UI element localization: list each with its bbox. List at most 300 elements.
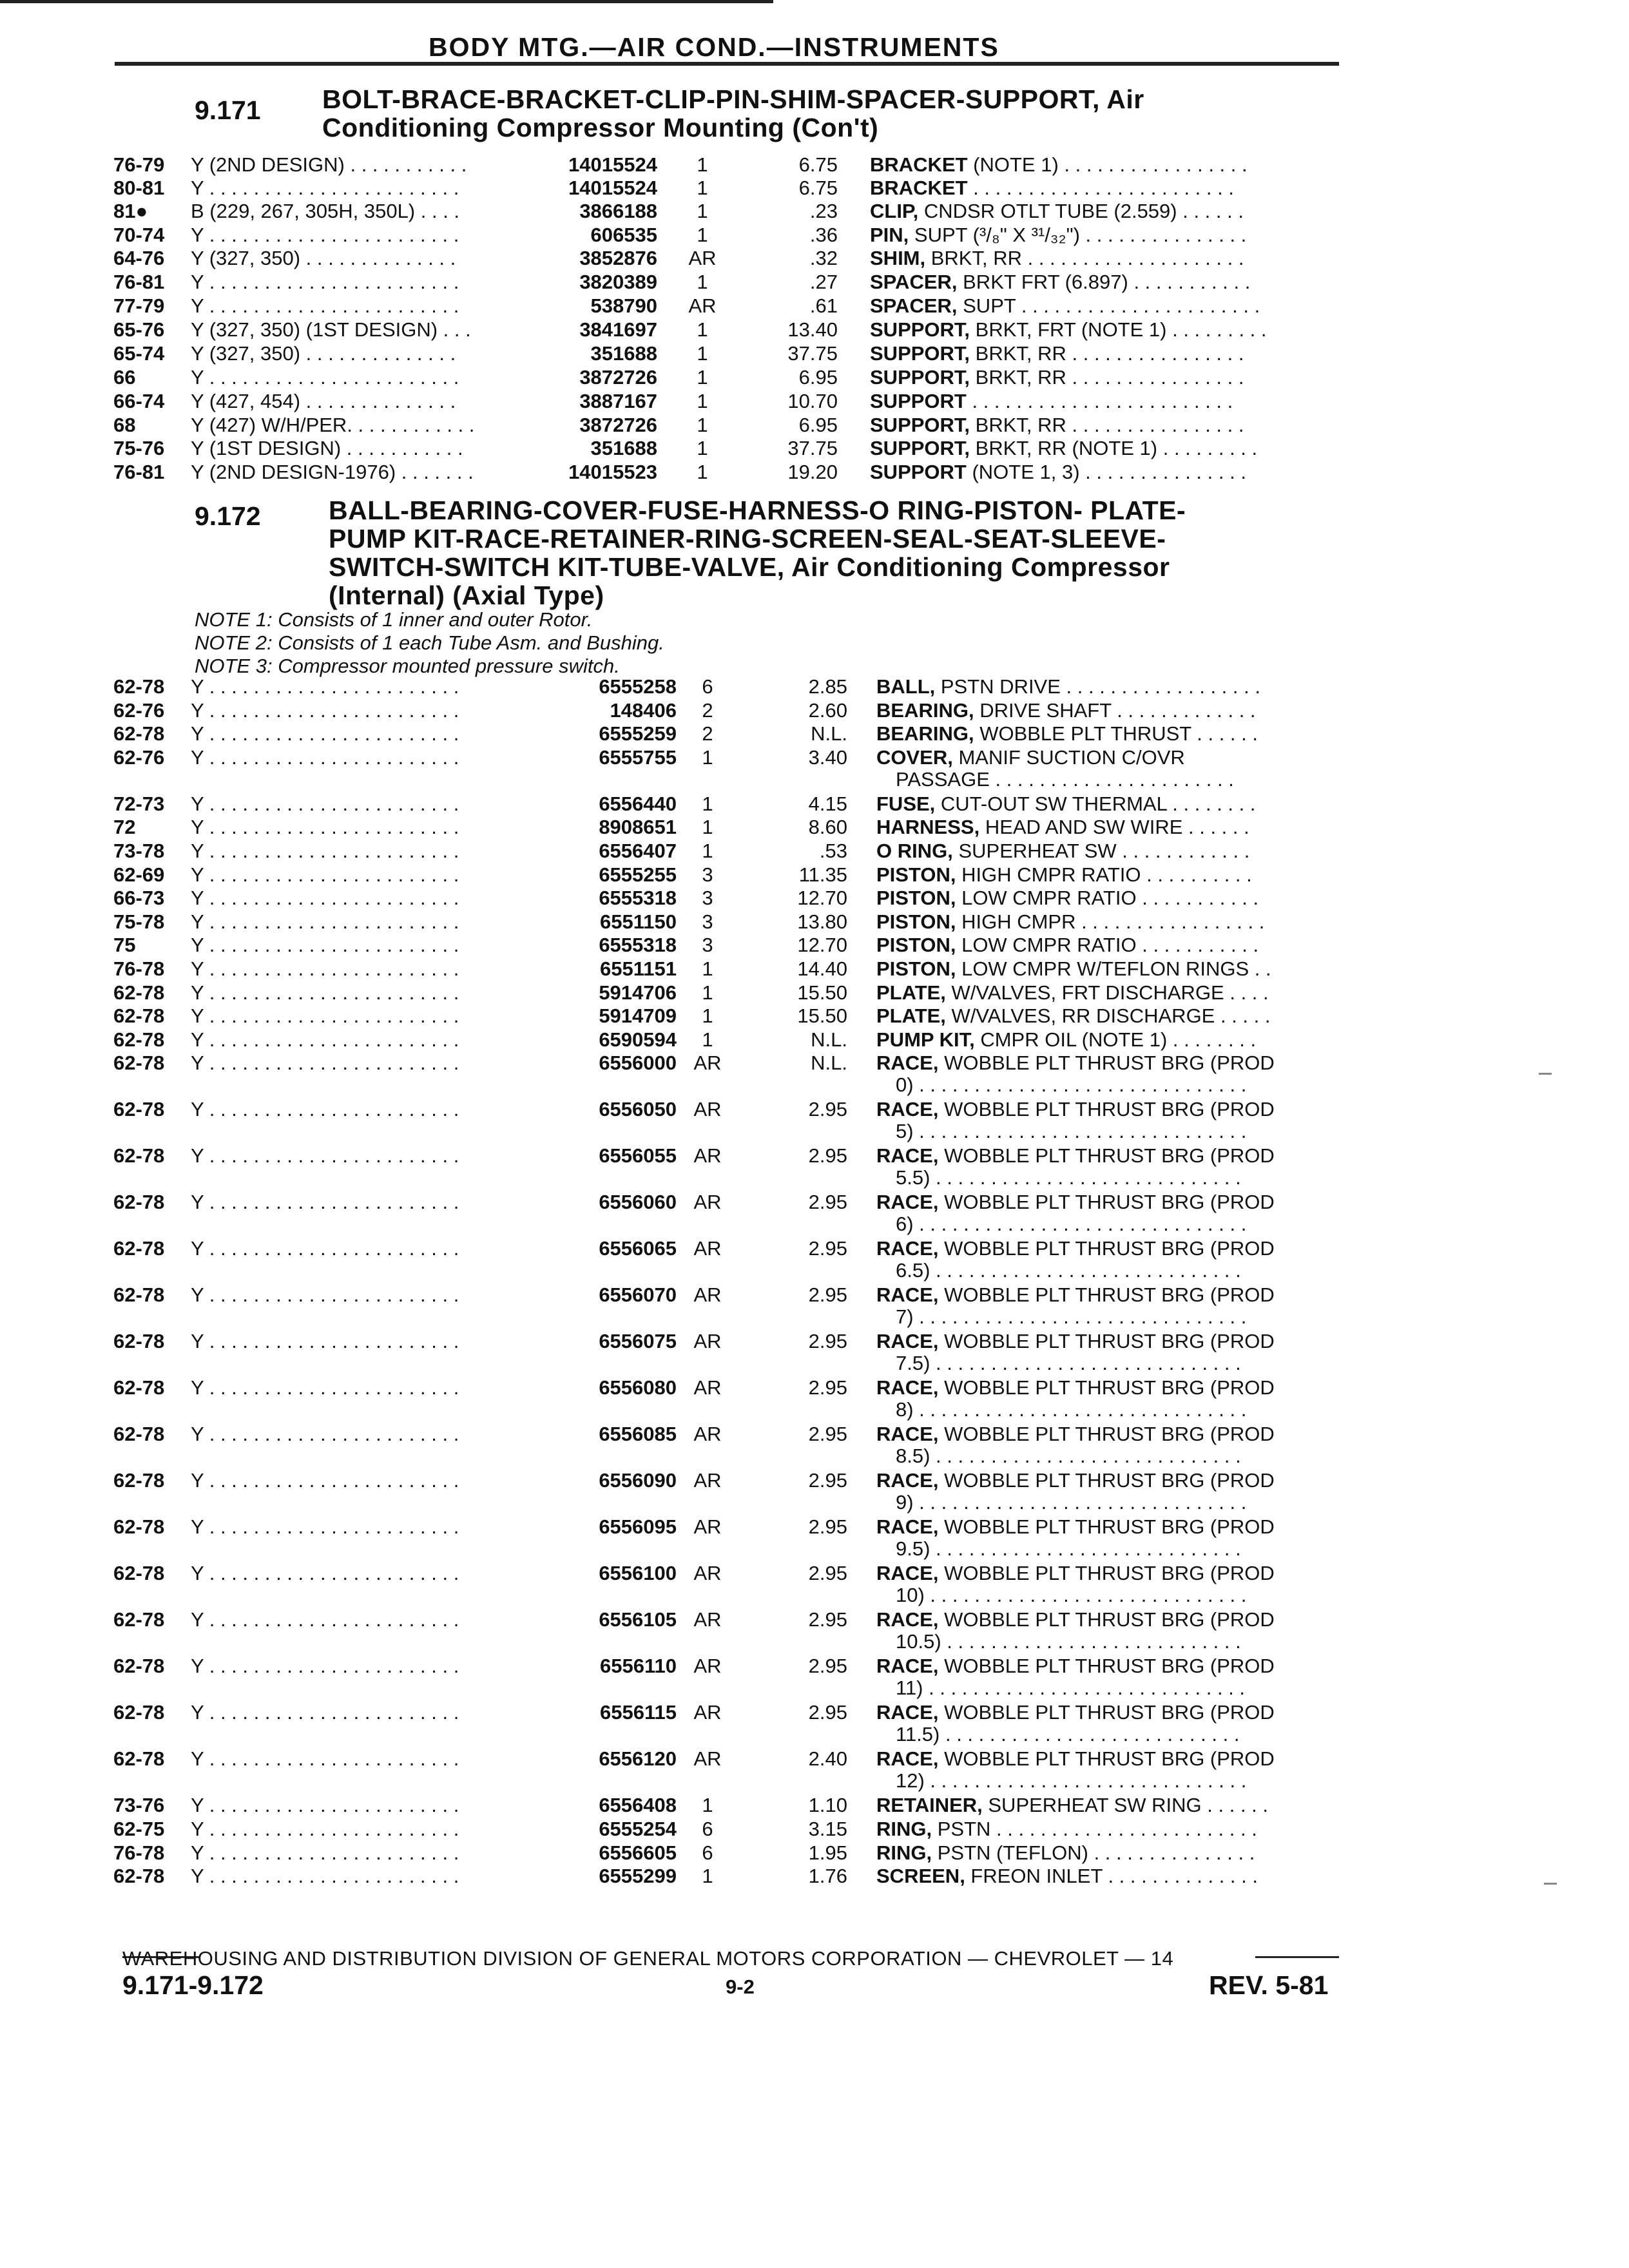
- description-continuation: 6.5) . . . . . . . . . . . . . . . . . . . . . . . . . . . .: [896, 1259, 1241, 1282]
- description-detail: BRKT, RR . . . . . . . . . . . . . . . .: [970, 414, 1244, 436]
- description-detail: WOBBLE PLT THRUST BRG (PROD: [938, 1191, 1275, 1214]
- model-years: 62-78: [113, 1608, 165, 1631]
- description: [870, 294, 1347, 318]
- section-title-line: (Internal) (Axial Type): [329, 581, 604, 610]
- application-code: Y . . . . . . . . . . . . . . . . . . . . . . .: [191, 840, 459, 862]
- part-number: 6556440: [599, 792, 677, 815]
- description-keyword: RETAINER,: [876, 1794, 983, 1817]
- application-code: Y . . . . . . . . . . . . . . . . . . . . . . .: [191, 1191, 459, 1214]
- part-number: 3866188: [579, 200, 657, 222]
- quantity: 6: [702, 1841, 713, 1864]
- model-years: 64-76: [113, 247, 165, 269]
- model-years: 72-73: [113, 792, 165, 815]
- quantity: 1: [702, 1028, 713, 1051]
- price: 2.95: [808, 1469, 847, 1492]
- table-row: [0, 675, 1629, 701]
- description-detail: WOBBLE PLT THRUST BRG (PROD: [938, 1469, 1275, 1492]
- quantity: 1: [697, 271, 708, 293]
- quantity: AR: [693, 1562, 722, 1585]
- table-row-continuation: [0, 1352, 1629, 1378]
- description: [876, 1376, 1353, 1399]
- application-code: Y . . . . . . . . . . . . . . . . . . . . . . .: [191, 1028, 459, 1051]
- quantity: 3: [702, 934, 713, 957]
- application-code: Y . . . . . . . . . . . . . . . . . . . . . . .: [191, 1052, 459, 1075]
- description-continuation: 5.5) . . . . . . . . . . . . . . . . . . . . . . . . . . . .: [896, 1166, 1241, 1189]
- application-code: Y . . . . . . . . . . . . . . . . . . . . . . .: [191, 1237, 459, 1260]
- part-number: 6556115: [600, 1701, 677, 1724]
- top-edge-mark: [0, 0, 773, 3]
- description: [876, 1191, 1353, 1214]
- application-code: Y . . . . . . . . . . . . . . . . . . . . . . .: [191, 271, 459, 293]
- model-years: 62-69: [113, 863, 165, 886]
- part-number: 351688: [590, 437, 657, 459]
- model-years: 62-78: [113, 1423, 165, 1446]
- quantity: AR: [693, 1330, 722, 1353]
- part-number: 6556060: [599, 1191, 677, 1214]
- application-code: Y . . . . . . . . . . . . . . . . . . . . . . .: [191, 1818, 459, 1840]
- price: 2.60: [808, 698, 847, 722]
- description-keyword: SHIM,: [870, 247, 926, 269]
- note: NOTE 1: Consists of 1 inner and outer Rotor.: [195, 608, 593, 631]
- description-keyword: PISTON,: [876, 910, 956, 933]
- description-keyword: HARNESS,: [876, 816, 980, 839]
- description-detail: PSTN DRIVE . . . . . . . . . . . . . . . . . .: [935, 675, 1260, 698]
- description-keyword: RACE,: [876, 1052, 939, 1075]
- quantity: AR: [693, 1098, 722, 1121]
- price: 3.15: [808, 1818, 847, 1840]
- application-code: Y . . . . . . . . . . . . . . . . . . . . . . .: [191, 1283, 459, 1307]
- description-detail: BRKT FRT (6.897) . . . . . . . . . . .: [957, 271, 1251, 293]
- description-continuation: 11) . . . . . . . . . . . . . . . . . . . . . . . . . . . . .: [896, 1677, 1246, 1700]
- part-number: 538790: [590, 294, 657, 317]
- description: [876, 1865, 1353, 1888]
- description-keyword: SUPPORT,: [870, 366, 970, 389]
- model-years: 62-76: [113, 698, 165, 722]
- model-years: 81●: [113, 200, 148, 222]
- description-detail: PSTN . . . . . . . . . . . . . . . . . . . . . . . .: [932, 1818, 1257, 1840]
- part-number: 6555318: [599, 934, 677, 957]
- quantity: 1: [702, 1865, 713, 1888]
- application-code: Y . . . . . . . . . . . . . . . . . . . . . . .: [191, 863, 459, 886]
- model-years: 68: [113, 414, 136, 436]
- description-keyword: RACE,: [876, 1423, 939, 1446]
- table-row-continuation: [0, 1584, 1629, 1610]
- application-code: Y . . . . . . . . . . . . . . . . . . . . . . .: [191, 294, 459, 317]
- description-continuation: PASSAGE . . . . . . . . . . . . . . . . . . . . . .: [896, 767, 1234, 791]
- description-detail: CUT-OUT SW THERMAL . . . . . . . .: [935, 792, 1256, 815]
- model-years: 75-78: [113, 910, 165, 933]
- description: [870, 153, 1347, 177]
- table-row: [0, 247, 1629, 273]
- price: .53: [819, 840, 847, 862]
- price: 6.75: [798, 177, 838, 199]
- quantity: AR: [693, 1144, 722, 1168]
- price: 1.76: [808, 1865, 847, 1888]
- part-number: 3841697: [579, 318, 657, 341]
- table-row-continuation: [0, 1491, 1629, 1517]
- model-years: 62-78: [113, 1004, 165, 1028]
- price: 2.40: [808, 1747, 847, 1771]
- price: 1.10: [808, 1794, 847, 1817]
- part-number: 6556120: [599, 1747, 677, 1771]
- part-number: 6556110: [600, 1655, 677, 1678]
- price: .27: [809, 271, 838, 293]
- model-years: 62-78: [113, 722, 165, 745]
- price: 2.95: [808, 1283, 847, 1307]
- application-code: Y . . . . . . . . . . . . . . . . . . . . . . .: [191, 1144, 459, 1168]
- description-detail: BRKT, RR . . . . . . . . . . . . . . . . . . . .: [925, 247, 1244, 269]
- part-number: 6556408: [599, 1794, 677, 1817]
- model-years: 62-78: [113, 1283, 165, 1307]
- description-keyword: RACE,: [876, 1376, 939, 1399]
- table-row: [0, 722, 1629, 748]
- description: [876, 957, 1353, 981]
- quantity: AR: [693, 1701, 722, 1724]
- description-keyword: RACE,: [876, 1701, 939, 1724]
- model-years: 75-76: [113, 437, 165, 459]
- table-row: [0, 200, 1629, 226]
- model-years: 62-78: [113, 1237, 165, 1260]
- description-continuation: 12) . . . . . . . . . . . . . . . . . . . . . . . . . . . . .: [896, 1769, 1247, 1792]
- model-years: 62-78: [113, 1701, 165, 1724]
- application-code: Y . . . . . . . . . . . . . . . . . . . . . . .: [191, 1562, 459, 1585]
- table-row-continuation: [0, 1398, 1629, 1424]
- description: [870, 390, 1347, 413]
- description: [876, 1330, 1353, 1353]
- description-keyword: RACE,: [876, 1098, 939, 1121]
- model-years: 62-78: [113, 1028, 165, 1051]
- quantity: AR: [693, 1283, 722, 1307]
- description-detail: DRIVE SHAFT . . . . . . . . . . . . .: [974, 698, 1256, 722]
- description-keyword: PUMP KIT,: [876, 1028, 975, 1051]
- part-number: 6555755: [599, 745, 677, 769]
- description-detail: SUPT (³/₈" X ³¹/₃₂") . . . . . . . . . . . . . . .: [909, 224, 1247, 246]
- description: [876, 1818, 1353, 1841]
- table-row: [0, 816, 1629, 841]
- application-code: Y . . . . . . . . . . . . . . . . . . . . . . .: [191, 1330, 459, 1353]
- part-number: 6556407: [599, 840, 677, 862]
- application-code: Y (1ST DESIGN) . . . . . . . . . . .: [191, 437, 463, 459]
- quantity: 1: [697, 342, 708, 365]
- description: [876, 840, 1353, 863]
- price: N.L.: [811, 1028, 847, 1051]
- application-code: Y . . . . . . . . . . . . . . . . . . . . . . .: [191, 1841, 459, 1864]
- model-years: 76-81: [113, 461, 165, 483]
- part-number: 3820389: [579, 271, 657, 293]
- section-title-line: BOLT-BRACE-BRACKET-CLIP-PIN-SHIM-SPACER-SUPPORT, Air: [322, 84, 1144, 114]
- price: 12.70: [797, 934, 847, 957]
- price: 15.50: [797, 981, 847, 1004]
- description: [870, 224, 1347, 247]
- part-number: 6556605: [599, 1841, 677, 1864]
- quantity: 1: [697, 200, 708, 222]
- application-code: Y . . . . . . . . . . . . . . . . . . . . . . .: [191, 1655, 459, 1678]
- price: 37.75: [787, 342, 838, 365]
- footer-revision: REV. 5-81: [1209, 1970, 1329, 2000]
- description-detail: WOBBLE PLT THRUST BRG (PROD: [938, 1608, 1275, 1631]
- quantity: AR: [693, 1747, 722, 1771]
- description-keyword: RACE,: [876, 1237, 939, 1260]
- part-number: 6555299: [599, 1865, 677, 1888]
- description-detail: BRKT, RR (NOTE 1) . . . . . . . . .: [970, 437, 1258, 459]
- part-number: 6556050: [599, 1098, 677, 1121]
- quantity: AR: [693, 1515, 722, 1539]
- description-detail: WOBBLE PLT THRUST BRG (PROD: [938, 1655, 1275, 1678]
- model-years: 62-78: [113, 981, 165, 1004]
- margin-tick: [1544, 1883, 1557, 1885]
- quantity: 1: [702, 1004, 713, 1028]
- price: 14.40: [797, 957, 847, 980]
- application-code: B (229, 267, 305H, 350L) . . . .: [191, 200, 460, 222]
- model-years: 62-76: [113, 745, 165, 769]
- notes: [195, 608, 664, 678]
- description-detail: SUPERHEAT SW RING . . . . . .: [982, 1794, 1269, 1817]
- price: 19.20: [787, 461, 838, 483]
- description-keyword: PLATE,: [876, 981, 946, 1004]
- application-code: Y . . . . . . . . . . . . . . . . . . . . . . .: [191, 981, 459, 1004]
- description: [870, 271, 1347, 294]
- margin-tick: [1539, 1073, 1552, 1075]
- footer-rule-right: [1255, 1956, 1339, 1958]
- model-years: 62-78: [113, 1515, 165, 1539]
- price: 6.95: [798, 414, 838, 436]
- quantity: 1: [697, 366, 708, 389]
- model-years: 62-78: [113, 1376, 165, 1399]
- description: [876, 722, 1353, 745]
- price: .36: [809, 224, 838, 246]
- model-years: 62-78: [113, 1865, 165, 1888]
- description-keyword: SCREEN,: [876, 1865, 965, 1888]
- table-row: [0, 294, 1629, 320]
- model-years: 62-78: [113, 1144, 165, 1168]
- description-keyword: RING,: [876, 1818, 932, 1840]
- description: [876, 675, 1353, 698]
- table-row: [0, 957, 1629, 983]
- price: 2.95: [808, 1701, 847, 1724]
- table-row-continuation: [0, 1259, 1629, 1285]
- part-number: 6551150: [600, 910, 677, 933]
- section-title: [322, 85, 1144, 142]
- description-continuation: 11.5) . . . . . . . . . . . . . . . . . . . . . . . . . . .: [896, 1723, 1240, 1746]
- quantity: 1: [702, 1794, 713, 1817]
- description-keyword: RACE,: [876, 1515, 939, 1539]
- price: 2.95: [808, 1144, 847, 1168]
- description-detail: WOBBLE PLT THRUST BRG (PROD: [938, 1515, 1275, 1539]
- price: 4.15: [808, 792, 847, 815]
- description: [876, 1608, 1353, 1631]
- model-years: 70-74: [113, 224, 165, 246]
- description: [876, 746, 1353, 769]
- quantity: 1: [697, 177, 708, 199]
- description-detail: WOBBLE PLT THRUST BRG (PROD: [938, 1423, 1275, 1446]
- description-continuation: 10) . . . . . . . . . . . . . . . . . . . . . . . . . . . . .: [896, 1584, 1247, 1607]
- table-row-continuation: [0, 768, 1629, 794]
- description: [876, 934, 1353, 957]
- application-code: Y . . . . . . . . . . . . . . . . . . . . . . .: [191, 698, 459, 722]
- price: 2.95: [808, 1423, 847, 1446]
- table-row: [0, 153, 1629, 179]
- part-number: 6551151: [600, 957, 677, 980]
- description-detail: . . . . . . . . . . . . . . . . . . . . . . . .: [967, 177, 1234, 199]
- description-detail: LOW CMPR W/TEFLON RINGS . .: [956, 957, 1271, 980]
- part-number: 8908651: [599, 816, 677, 839]
- description-keyword: COVER,: [876, 745, 953, 769]
- price: 15.50: [797, 1004, 847, 1028]
- quantity: AR: [688, 294, 717, 317]
- part-number: 6556105: [599, 1608, 677, 1631]
- description-detail: BRKT, RR . . . . . . . . . . . . . . . .: [970, 366, 1244, 389]
- price: 1.95: [808, 1841, 847, 1864]
- description: [870, 200, 1347, 223]
- price: 12.70: [797, 887, 847, 910]
- application-code: Y . . . . . . . . . . . . . . . . . . . . . . .: [191, 1515, 459, 1539]
- description-detail: WOBBLE PLT THRUST BRG (PROD: [938, 1052, 1275, 1075]
- price: 2.95: [808, 1330, 847, 1353]
- quantity: 1: [702, 792, 713, 815]
- price: .32: [809, 247, 838, 269]
- description: [876, 1004, 1353, 1028]
- part-number: 6555318: [599, 887, 677, 910]
- table-row-continuation: [0, 1120, 1629, 1146]
- description-continuation: 10.5) . . . . . . . . . . . . . . . . . . . . . . . . . . .: [896, 1630, 1241, 1653]
- description-keyword: PLATE,: [876, 1004, 946, 1028]
- description: [876, 1794, 1353, 1817]
- description: [876, 1098, 1353, 1121]
- part-number: 6556075: [599, 1330, 677, 1353]
- model-years: 62-78: [113, 1747, 165, 1771]
- description-keyword: RACE,: [876, 1655, 939, 1678]
- part-number: 3872726: [579, 366, 657, 389]
- table-row-continuation: [0, 1213, 1629, 1238]
- description: [870, 342, 1347, 365]
- description-keyword: PISTON,: [876, 863, 956, 886]
- part-number: 14015523: [568, 461, 657, 483]
- price: 37.75: [787, 437, 838, 459]
- application-code: Y (427, 454) . . . . . . . . . . . . . .: [191, 390, 456, 412]
- quantity: 1: [697, 437, 708, 459]
- quantity: AR: [688, 247, 717, 269]
- description-detail: WOBBLE PLT THRUST BRG (PROD: [938, 1237, 1275, 1260]
- part-number: 3872726: [579, 414, 657, 436]
- quantity: AR: [693, 1237, 722, 1260]
- application-code: Y (327, 350) . . . . . . . . . . . . . .: [191, 342, 456, 365]
- table-row-continuation: [0, 1769, 1629, 1795]
- model-years: 73-76: [113, 1794, 165, 1817]
- application-code: Y . . . . . . . . . . . . . . . . . . . . . . .: [191, 1469, 459, 1492]
- description-keyword: BRACKET: [870, 153, 968, 176]
- application-code: Y . . . . . . . . . . . . . . . . . . . . . . .: [191, 745, 459, 769]
- description: [876, 1701, 1353, 1724]
- application-code: Y (2ND DESIGN-1976) . . . . . . .: [191, 461, 474, 483]
- description: [870, 414, 1347, 437]
- description-keyword: RACE,: [876, 1562, 939, 1585]
- description-detail: LOW CMPR RATIO . . . . . . . . . . .: [956, 887, 1259, 910]
- description-keyword: RACE,: [876, 1330, 939, 1353]
- description-continuation: 8.5) . . . . . . . . . . . . . . . . . . . . . . . . . . . .: [896, 1445, 1241, 1468]
- application-code: Y (427) W/H/PER. . . . . . . . . . . .: [191, 414, 475, 436]
- table-row: [0, 1818, 1629, 1843]
- table-row: [0, 910, 1629, 936]
- table-row-continuation: [0, 1305, 1629, 1331]
- description: [876, 1515, 1353, 1539]
- description: [876, 887, 1353, 910]
- table-row: [0, 437, 1629, 463]
- model-years: 75: [113, 934, 136, 957]
- price: 2.95: [808, 1608, 847, 1631]
- application-code: Y . . . . . . . . . . . . . . . . . . . . . . .: [191, 366, 459, 389]
- description: [876, 1562, 1353, 1585]
- description-detail: WOBBLE PLT THRUST BRG (PROD: [938, 1098, 1275, 1121]
- table-row: [0, 461, 1629, 486]
- description-detail: WOBBLE PLT THRUST BRG (PROD: [938, 1747, 1275, 1771]
- description-continuation: 7.5) . . . . . . . . . . . . . . . . . . . . . . . . . . . .: [896, 1352, 1241, 1375]
- quantity: 1: [702, 816, 713, 839]
- description-detail: W/VALVES, RR DISCHARGE . . . . .: [945, 1004, 1271, 1028]
- description-detail: WOBBLE PLT THRUST BRG (PROD: [938, 1283, 1275, 1307]
- description-keyword: SPACER,: [870, 271, 958, 293]
- table-row: [0, 793, 1629, 818]
- table-row: [0, 1028, 1629, 1054]
- application-code: Y . . . . . . . . . . . . . . . . . . . . . . .: [191, 675, 459, 698]
- model-years: 62-78: [113, 1098, 165, 1121]
- description: [870, 247, 1347, 270]
- model-years: 62-78: [113, 1562, 165, 1585]
- description: [876, 1144, 1353, 1168]
- table-row-continuation: [0, 1723, 1629, 1749]
- description: [876, 816, 1353, 839]
- note: NOTE 2: Consists of 1 each Tube Asm. and Bushing.: [195, 631, 664, 654]
- table-row: [0, 887, 1629, 912]
- table-row: [0, 414, 1629, 439]
- description-keyword: RACE,: [876, 1144, 939, 1168]
- description-detail: LOW CMPR RATIO . . . . . . . . . . .: [956, 934, 1259, 957]
- footer-section-range: 9.171-9.172: [122, 1970, 264, 2000]
- table-row-continuation: [0, 1630, 1629, 1656]
- part-number: 6590594: [599, 1028, 677, 1051]
- application-code: Y . . . . . . . . . . . . . . . . . . . . . . .: [191, 1701, 459, 1724]
- quantity: 1: [697, 461, 708, 483]
- part-number: 14015524: [568, 153, 657, 176]
- description: [876, 1052, 1353, 1075]
- part-number: 3887167: [579, 390, 657, 412]
- application-code: Y . . . . . . . . . . . . . . . . . . . . . . .: [191, 1376, 459, 1399]
- model-years: 62-78: [113, 1052, 165, 1075]
- model-years: 65-76: [113, 318, 165, 341]
- description-detail: HEAD AND SW WIRE . . . . . .: [979, 816, 1249, 839]
- quantity: AR: [693, 1655, 722, 1678]
- description: [870, 318, 1347, 341]
- quantity: 2: [702, 722, 713, 745]
- model-years: 65-74: [113, 342, 165, 365]
- description-keyword: CLIP,: [870, 200, 919, 222]
- quantity: 1: [697, 153, 708, 176]
- quantity: AR: [693, 1469, 722, 1492]
- part-number: 6555255: [599, 863, 677, 886]
- description-keyword: RACE,: [876, 1469, 939, 1492]
- part-number: 5914709: [599, 1004, 677, 1028]
- description: [876, 863, 1353, 887]
- model-years: 62-78: [113, 1330, 165, 1353]
- part-number: 6556000: [599, 1052, 677, 1075]
- description-continuation: 9.5) . . . . . . . . . . . . . . . . . . . . . . . . . . . .: [896, 1537, 1241, 1561]
- quantity: 1: [702, 981, 713, 1004]
- table-row: [0, 1865, 1629, 1890]
- section-number: 9.172: [195, 501, 261, 531]
- model-years: 76-78: [113, 957, 165, 980]
- description-detail: W/VALVES, FRT DISCHARGE . . . .: [945, 981, 1269, 1004]
- quantity: 1: [702, 745, 713, 769]
- description-detail: HIGH CMPR . . . . . . . . . . . . . . . . .: [956, 910, 1265, 933]
